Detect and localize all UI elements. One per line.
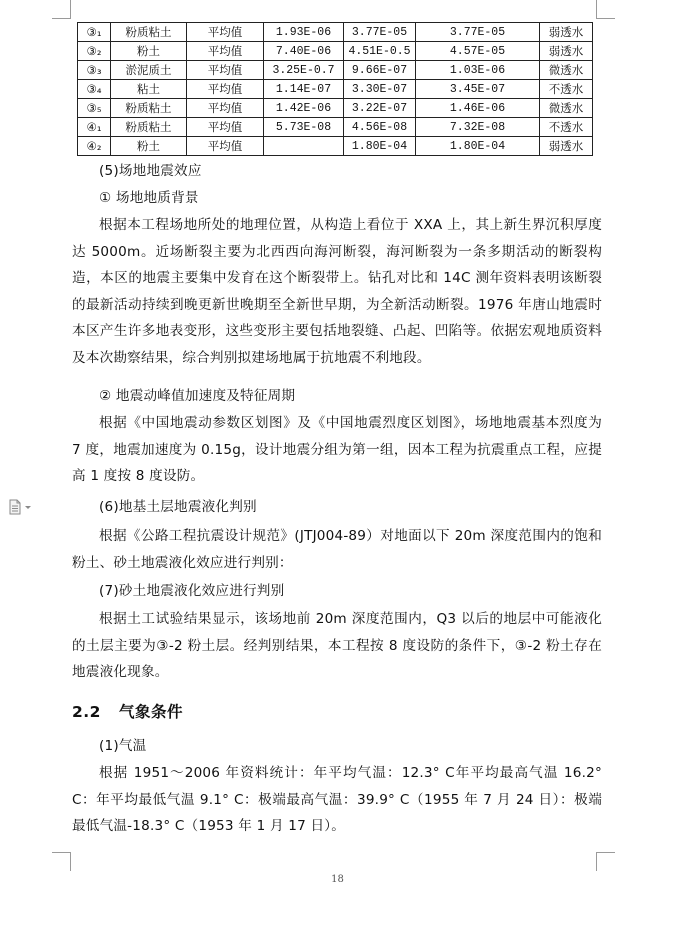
section-number: 2.2 — [72, 703, 101, 721]
value-cell: 5.73E-08 — [264, 118, 344, 137]
value-cell: 1.42E-06 — [264, 99, 344, 118]
table-row — [78, 118, 593, 137]
paragraph-sand-liquefaction: 根据土工试验结果显示，该场地前 20m 深度范围内，Q3 以后的地层中可能液化的土层主要为③-2 粉土层。经判别结果，本工程按 8 度设防的条件下，③-2 粉土存在地震液化现象。 — [72, 611, 602, 680]
stat-cell: 平均值 — [187, 80, 264, 99]
subsection-heading-temperature: (1)气温 — [99, 738, 147, 754]
layer-cell: ④₁ — [78, 118, 111, 137]
value-cell: 1.14E-07 — [264, 80, 344, 99]
permeability-table — [77, 22, 593, 156]
value-cell: 3.45E-07 — [416, 80, 540, 99]
grade-cell: 不透水 — [540, 118, 593, 137]
table-row — [78, 137, 593, 156]
soil-cell: 粘土 — [111, 80, 187, 99]
value-cell: 3.77E-05 — [416, 23, 540, 42]
grade-cell: 弱透水 — [540, 23, 593, 42]
section-heading-liquefaction: (6)地基土层地震液化判别 — [99, 499, 257, 515]
section-heading-meteorology — [72, 699, 183, 725]
value-cell: 9.66E-07 — [344, 61, 416, 80]
section-heading-sand-liquefaction: (7)砂土地震液化效应进行判别 — [99, 583, 285, 599]
page-number: 18 — [331, 874, 344, 885]
paragraph-geology-background: 根据本工程场地所处的地理位置，从构造上看位于 XXA 上，其上新生界沉积厚度达 5000m。近场断裂主要为北西西向海河断裂，海河断裂为一条多期活动的断裂构造，本区的地震主要集中发育在这个断裂带上。钻孔对比和 14C 测年资料表明该断裂的最新活动持续到晚更新世晚期至全新世早期，为全新活动断裂。1976 年唐山地震时本区产生许多地表变形，这些变形主要包括地裂缝、凸起、凹陷等。依据宏观地质资料及本次勘察结果，综合判别拟建场地属于抗地震不利地段。 — [72, 217, 602, 366]
layer-cell: ③₂ — [78, 42, 111, 61]
layer-cell: ③₁ — [78, 23, 111, 42]
grade-cell: 弱透水 — [540, 42, 593, 61]
layer-cell: ③₄ — [78, 80, 111, 99]
crop-mark-bottom-right — [596, 852, 615, 871]
crop-mark-top-right — [596, 0, 615, 19]
soil-cell: 粉质粘土 — [111, 23, 187, 42]
paragraph-liquefaction: 根据《公路工程抗震设计规范》(JTJ004-89）对地面以下 20m 深度范围内的饱和粉土、砂土地震液化效应进行判别： — [72, 528, 602, 571]
grade-cell: 微透水 — [540, 61, 593, 80]
value-cell: 4.51E-0.5 — [344, 42, 416, 61]
value-cell: 4.57E-05 — [416, 42, 540, 61]
document-options-icon[interactable] — [8, 499, 36, 515]
soil-cell: 粉土 — [111, 137, 187, 156]
stat-cell: 平均值 — [187, 99, 264, 118]
layer-cell: ③₅ — [78, 99, 111, 118]
value-cell: 3.25E-0.7 — [264, 61, 344, 80]
value-cell: 1.93E-06 — [264, 23, 344, 42]
value-cell: 4.56E-08 — [344, 118, 416, 137]
subsection-heading-geology-background: ① 场地地质背景 — [99, 190, 199, 206]
value-cell: 7.32E-08 — [416, 118, 540, 137]
permeability-table-body — [78, 23, 593, 156]
soil-cell: 粉质粘土 — [111, 118, 187, 137]
layer-cell: ④₂ — [78, 137, 111, 156]
value-cell: 1.03E-06 — [416, 61, 540, 80]
table-row — [78, 61, 593, 80]
stat-cell: 平均值 — [187, 42, 264, 61]
grade-cell: 弱透水 — [540, 137, 593, 156]
paragraph-temperature: 根据 1951～2006 年资料统计：年平均气温：12.3° C年平均最高气温 16.2° C：年平均最低气温 9.1° C：极端最高气温：39.9° C（1955 年 7 月 24 日）：极端最低气温-18.3° C（1953 年 1 月 17 日）。 — [72, 765, 602, 834]
crop-mark-bottom-left — [52, 852, 71, 871]
section-heading-seismic-effect: (5)场地地震效应 — [99, 163, 202, 179]
soil-cell: 淤泥质土 — [111, 61, 187, 80]
table-row — [78, 80, 593, 99]
value-cell: 1.80E-04 — [416, 137, 540, 156]
stat-cell: 平均值 — [187, 118, 264, 137]
value-cell: 3.30E-07 — [344, 80, 416, 99]
layer-cell: ③₃ — [78, 61, 111, 80]
table-row — [78, 99, 593, 118]
soil-cell: 粉质粘土 — [111, 99, 187, 118]
value-cell — [264, 137, 344, 156]
table-row — [78, 42, 593, 61]
crop-mark-top-left — [52, 0, 71, 19]
grade-cell: 微透水 — [540, 99, 593, 118]
soil-cell: 粉土 — [111, 42, 187, 61]
value-cell: 3.77E-05 — [344, 23, 416, 42]
value-cell: 3.22E-07 — [344, 99, 416, 118]
stat-cell: 平均值 — [187, 137, 264, 156]
value-cell: 7.40E-06 — [264, 42, 344, 61]
section-title: 气象条件 — [118, 703, 183, 721]
value-cell: 1.80E-04 — [344, 137, 416, 156]
value-cell: 1.46E-06 — [416, 99, 540, 118]
table-row — [78, 23, 593, 42]
stat-cell: 平均值 — [187, 61, 264, 80]
stat-cell: 平均值 — [187, 23, 264, 42]
subsection-heading-peak-acceleration: ② 地震动峰值加速度及特征周期 — [99, 388, 296, 404]
paragraph-peak-acceleration: 根据《中国地震动参数区划图》及《中国地震烈度区划图》，场地地震基本烈度为 7 度，地震加速度为 0.15g，设计地震分组为第一组，因本工程为抗震重点工程，应提高 1 度按 8 度设防。 — [72, 415, 602, 484]
grade-cell: 不透水 — [540, 80, 593, 99]
